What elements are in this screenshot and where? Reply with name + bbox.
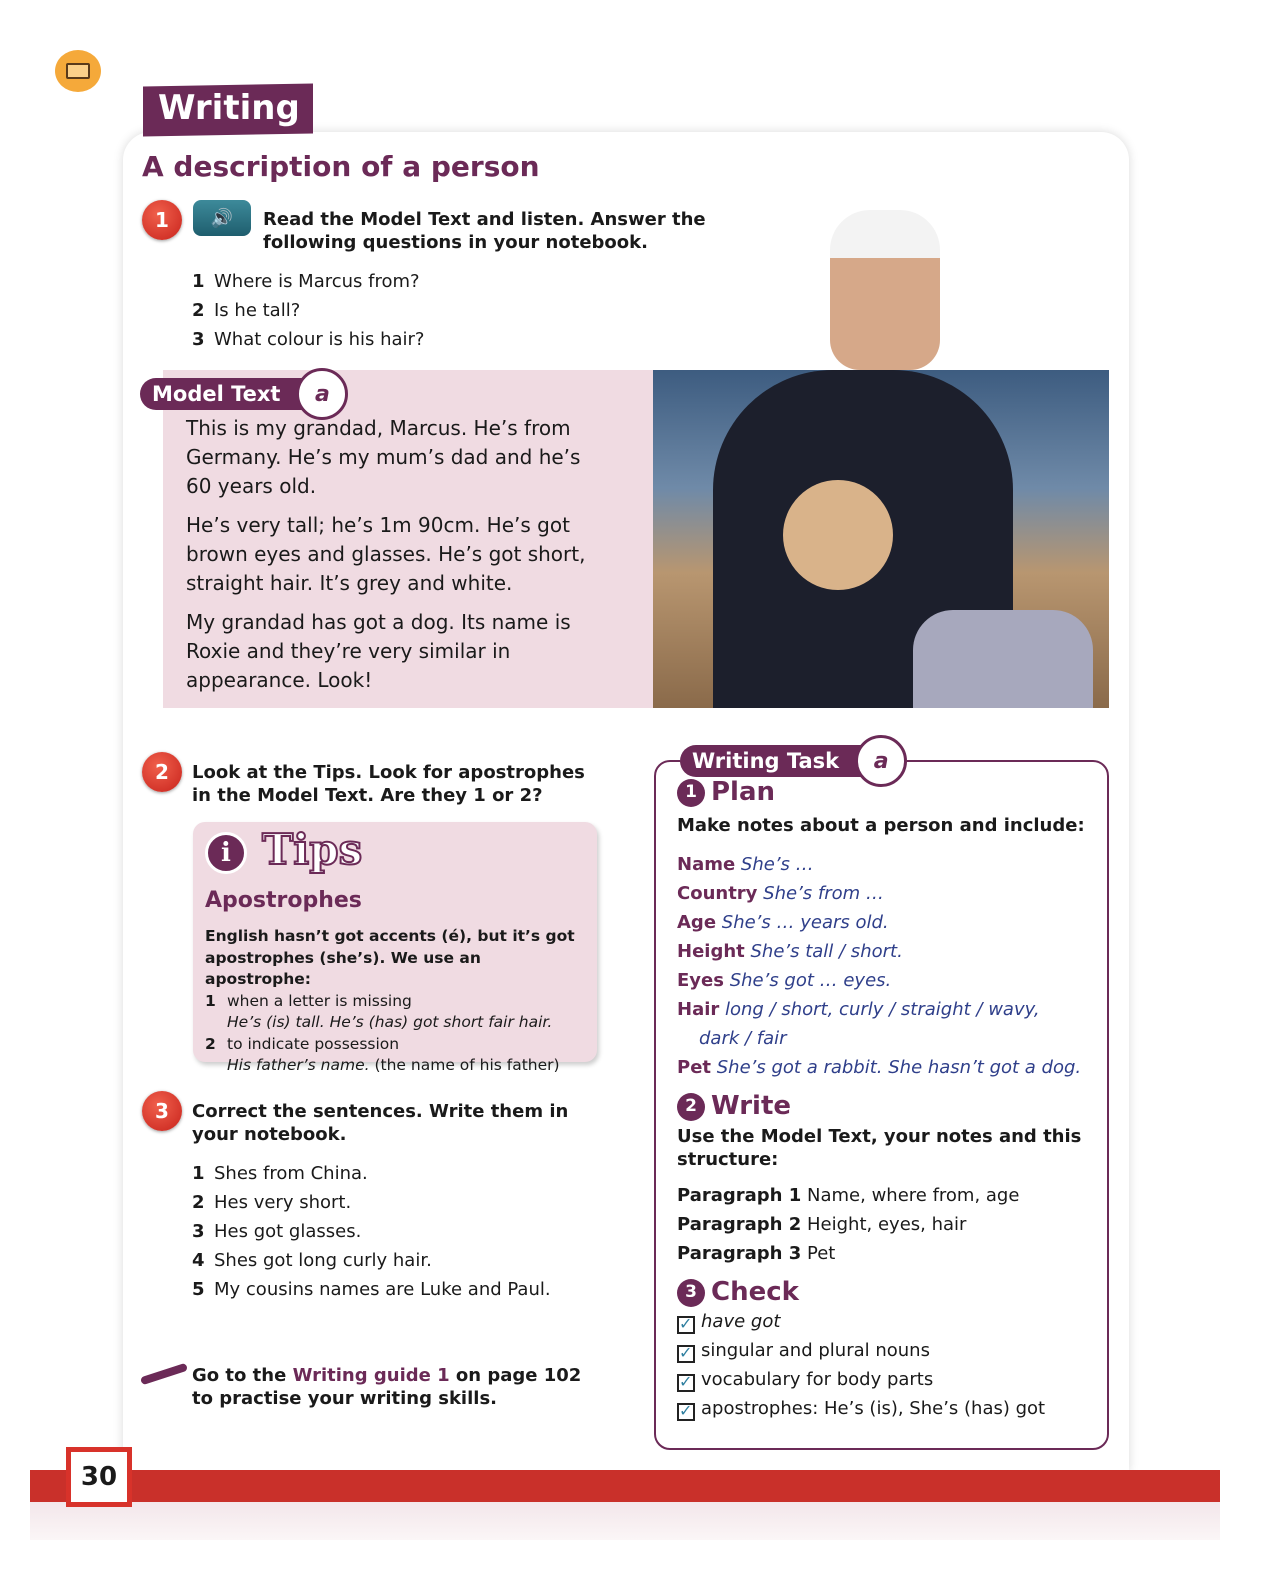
list-item: 2 Hes very short. xyxy=(192,1192,352,1213)
list-item: Name She’s … xyxy=(677,854,814,875)
laptop-icon[interactable] xyxy=(55,50,101,92)
checkbox-checked-icon: ✓ xyxy=(677,1403,695,1421)
footer-shade xyxy=(30,1502,1220,1540)
list-item: Country She’s from … xyxy=(677,883,884,904)
list-item: Eyes She’s got … eyes. xyxy=(677,970,892,991)
paragraph: My grandad has got a dog. Its name is Roxie and they’re very similar in appearance. Look! xyxy=(186,610,571,692)
list-item: Age She’s … years old. xyxy=(677,912,889,933)
writing-guide-link[interactable]: Writing guide 1 xyxy=(292,1365,450,1386)
photo-grandad-and-dog xyxy=(653,370,1109,708)
footer-band xyxy=(30,1470,1220,1502)
list-item: 5 My cousins names are Luke and Paul. xyxy=(192,1279,551,1300)
page-number: 30 xyxy=(66,1447,132,1507)
page-title: A description of a person xyxy=(142,150,540,183)
checkbox-checked-icon: ✓ xyxy=(677,1374,695,1392)
captain-head xyxy=(830,210,940,370)
writing-task-label: Writing Task a xyxy=(680,735,907,787)
write-heading: 2 Write xyxy=(677,1092,1097,1121)
model-text xyxy=(186,414,586,705)
check-heading: 3 Check xyxy=(677,1278,1097,1307)
list-item: 2 Is he tall? xyxy=(192,300,301,321)
exercise-1-questions xyxy=(192,267,424,354)
tips-body: English hasn’t got accents (é), but it’s got apostrophes (she’s). We use an apostrophe: 1 when a letter is missing He’s (is) tall. He’s (has) got short fair hair. 2 to indicate possession His father’s name. (the name of his father) xyxy=(205,927,575,1074)
list-item: 1 Shes from China. xyxy=(192,1163,368,1184)
checklist-item: ✓ vocabulary for body parts xyxy=(679,1369,934,1391)
list-item: Paragraph 2 Height, eyes, hair xyxy=(677,1214,967,1235)
exercise-number-3: 3 xyxy=(142,1091,182,1131)
checkbox-checked-icon: ✓ xyxy=(677,1345,695,1363)
paragraph: He’s very tall; he’s 1m 90cm. He’s got brown eyes and glasses. He’s got short, straight hair. It’s grey and white. xyxy=(186,513,586,595)
checklist-item: ✓ singular and plural nouns xyxy=(679,1340,930,1362)
exercise-number-1: 1 xyxy=(142,200,182,240)
plan-heading: 1 Plan xyxy=(677,778,1097,807)
exercise-number-2: 2 xyxy=(142,752,182,792)
tips-subtitle: Apostrophes xyxy=(205,888,362,913)
tips-title: Tips xyxy=(262,825,363,874)
exercise-2-instruction: Look at the Tips. Look for apostrophes in the Model Text. Are they 1 or 2? xyxy=(192,762,585,806)
list-item: 1 Where is Marcus from? xyxy=(192,271,420,292)
paragraph: This is my grandad, Marcus. He’s from Germany. He’s my mum’s dad and he’s 60 years old. xyxy=(186,416,581,498)
checklist-item: ✓ have got xyxy=(679,1311,781,1333)
list-item: Paragraph 1 Name, where from, age xyxy=(677,1185,1020,1206)
exercise-3-sentences xyxy=(192,1159,551,1304)
list-item: Hair long / short, curly / straight / wavy, xyxy=(677,999,1040,1020)
model-text-label: Model Text a xyxy=(140,368,348,420)
checklist-item: ✓ apostrophes: He’s (is), She’s (has) got xyxy=(679,1398,1046,1420)
list-item: 3 What colour is his hair? xyxy=(192,329,425,350)
pen-badge-icon: a xyxy=(296,368,348,420)
pen-badge-icon: a xyxy=(855,735,907,787)
exercise-1-instruction: Read the Model Text and listen. Answer the following questions in your notebook. xyxy=(263,209,706,253)
list-item: Height She’s tall / short. xyxy=(677,941,903,962)
writing-task-content: 1 Plan Make notes about a person and include: Name She’s … Country She’s from … Age She’s … years old. Height She’s tall / short. Eyes She’s got … eyes. Hair long / short, curly / straight / wavy, dark / fair Pet She’s got a rabbit. She hasn’t got a dog. 2 Write Use the Model Text, your notes and this structure: Paragraph 1 Name, where from, age Paragraph 2 Height, eyes, hair Paragraph 3 Pet 3 Check ✓ have got ✓ singular and plural nouns ✓ vocabulary for body parts ✓ apostrophes: He’s (is), She’s (has) got xyxy=(677,778,1097,1423)
audio-button[interactable] xyxy=(193,200,251,236)
list-item: Pet She’s got a rabbit. She hasn’t got a dog. xyxy=(677,1057,1082,1078)
exercise-3-instruction: Correct the sentences. Write them in your notebook. xyxy=(192,1101,569,1145)
list-item: 4 Shes got long curly hair. xyxy=(192,1250,432,1271)
list-item: 3 Hes got glasses. xyxy=(192,1221,362,1242)
checkbox-checked-icon: ✓ xyxy=(677,1316,695,1334)
section-title: Writing xyxy=(158,88,300,128)
writing-guide-note: Go to the Writing guide 1 on page 102 to practise your writing skills. xyxy=(192,1365,582,1409)
info-icon: i xyxy=(205,832,247,874)
speaker-icon: 🔊 xyxy=(210,207,234,229)
list-item: Paragraph 3 Pet xyxy=(677,1243,836,1264)
